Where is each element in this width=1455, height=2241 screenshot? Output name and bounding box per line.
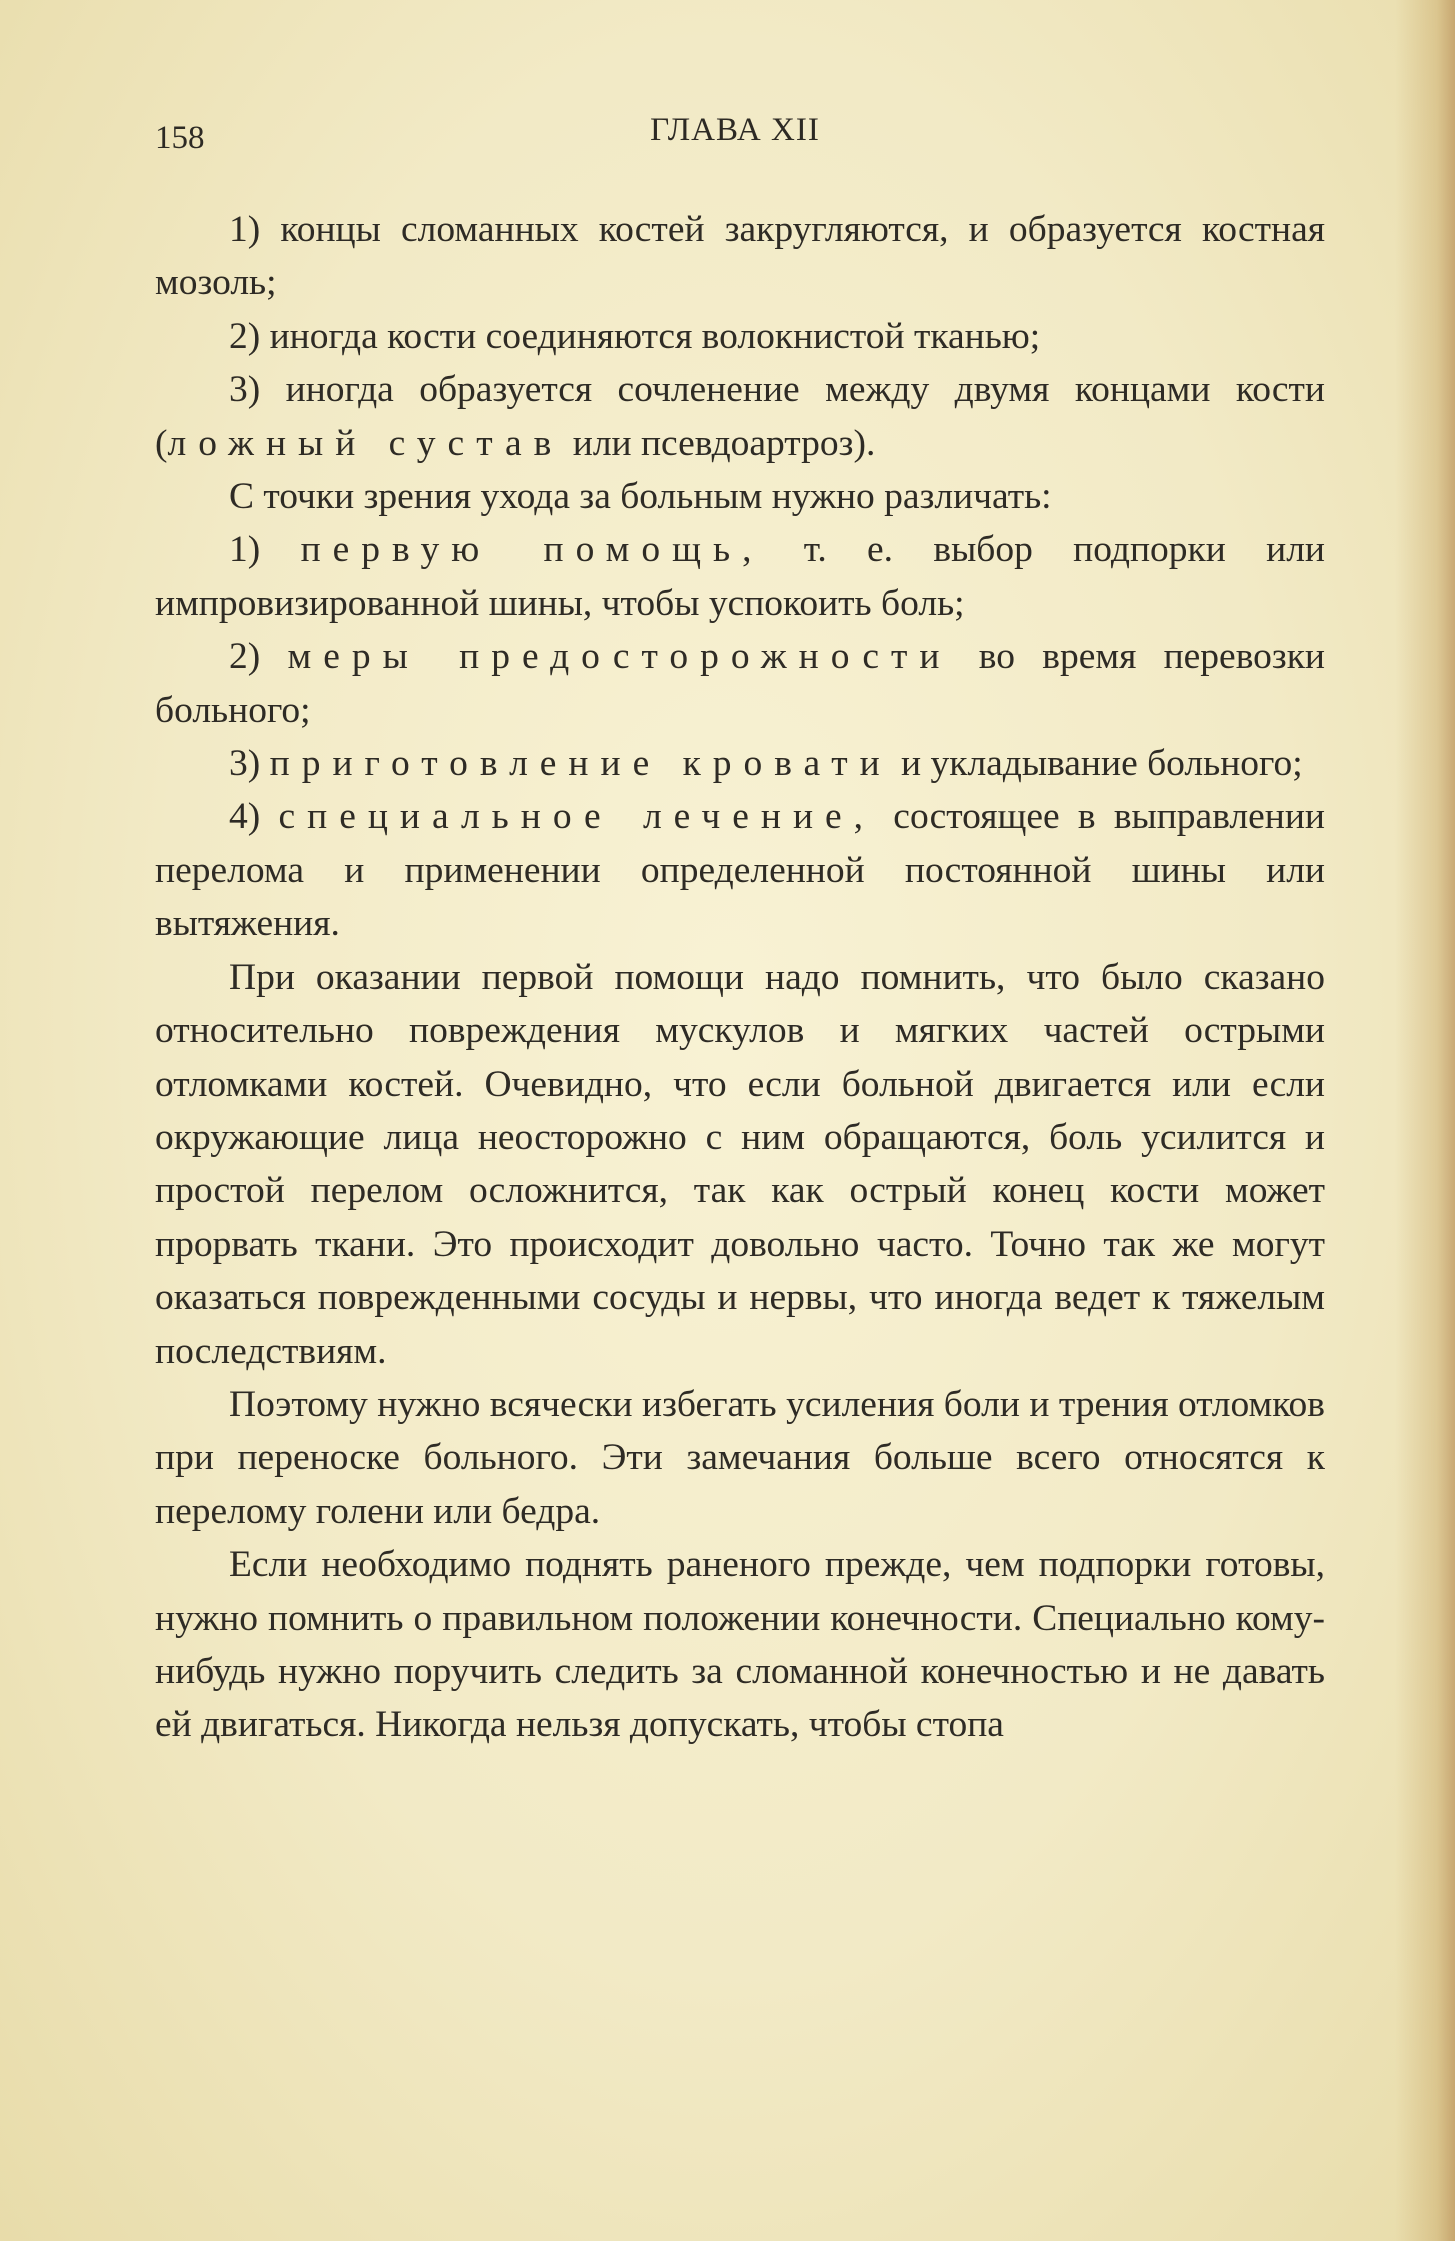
text-run: Если необходимо поднять раненого прежде, чем подпорки готовы, нужно помнить о правильном положении конечности. Специально кому-нибудь нужно поручить следить за сломанной конечностью и не давать ей двигаться. Никогда нельзя допускать, чтобы стопа — [155, 1544, 1325, 1746]
paragraph — [155, 951, 1325, 1378]
text-run: и укладывание больного; — [891, 743, 1303, 785]
paragraph — [155, 470, 1325, 523]
text-run: во время перевозки больного; — [155, 636, 1326, 731]
emphasized-text: ложный сустав — [167, 422, 564, 464]
text-run: или псевдоартроз). — [563, 422, 876, 464]
page-header — [155, 112, 1315, 162]
emphasized-text: первую помощь, — [300, 529, 764, 571]
body-text — [155, 203, 1325, 1752]
paragraph — [155, 1378, 1325, 1538]
paragraph — [155, 310, 1325, 363]
emphasized-text: специальное лечение, — [278, 796, 876, 838]
text-run: состоящее в выправлении перелома и применении определенной постоянной шины или вытяжения. — [155, 796, 1325, 945]
paragraph — [155, 737, 1325, 790]
paragraph — [155, 203, 1325, 310]
paragraph — [155, 363, 1325, 470]
chapter-title: ГЛАВА XII — [650, 112, 820, 148]
emphasized-text: меры предосторожности — [287, 636, 952, 678]
text-run: 1) концы сломанных костей закругляются, и образуется костная мозоль; — [155, 209, 1325, 304]
text-run: При оказании первой помощи надо помнить, что было сказано относительно повреждения мускулов и мягких частей острыми отломками костей. Очевидно, что если больной двигается или если окружающие лица неосторожно с ним обращаются, боль усилится и простой перелом осложнится, так как острый конец кости может прорвать ткани. Это происходит довольно часто. Точно так же могут оказаться поврежденными сосуды и нервы, что иногда ведет к тяжелым последствиям. — [155, 956, 1325, 1372]
text-run: 3) — [229, 743, 270, 785]
text-run: 3) иногда образуется сочленение между двумя концами кости ( — [155, 369, 1325, 464]
text-run: С точки зрения ухода за больным нужно различать: — [229, 476, 1052, 518]
paragraph — [155, 1538, 1325, 1752]
paragraph — [155, 630, 1325, 737]
text-run: 2) иногда кости соединяются волокнистой тканью; — [229, 315, 1041, 357]
paragraph — [155, 523, 1325, 630]
text-run: 4) — [229, 796, 279, 838]
text-run: 1) — [229, 529, 301, 571]
text-run: т. е. выбор подпорки или импровизированной шины, чтобы успокоить боль; — [155, 529, 1325, 624]
page-number: 158 — [155, 120, 205, 156]
text-run: Поэтому нужно всячески избегать усиления боли и трения отломков при переноске больного. Эти замечания больше всего относятся к перелому голени или бедра. — [155, 1383, 1325, 1532]
text-run: 2) — [229, 636, 288, 678]
emphasized-text: приготовление кровати — [269, 743, 892, 785]
paragraph — [155, 790, 1325, 950]
